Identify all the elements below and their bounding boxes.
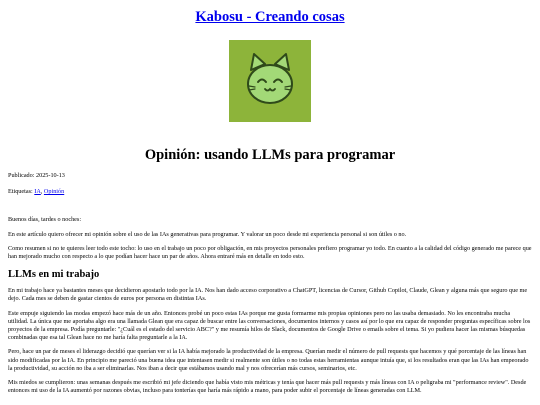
intro-paragraph: En este artículo quiero ofrecer mi opinión sobre el uso de las IAs generativas para programar. Y valorar un poco desde mi experiencia personal si son útiles o no. bbox=[8, 230, 407, 238]
post-content bbox=[8, 172, 532, 395]
tag-link-opinion[interactable]: Opinión bbox=[43, 188, 65, 196]
published-line bbox=[8, 172, 532, 180]
site-logo bbox=[229, 40, 311, 122]
published-label: Publicado: bbox=[8, 172, 35, 179]
site-title bbox=[0, 8, 540, 26]
green-cat-face-icon bbox=[229, 40, 311, 122]
section-heading: LLMs en mi trabajo bbox=[8, 269, 100, 281]
summary-paragraph: Como resumen si no te quieres leer todo este tocho: lo uso en el trabajo un poco por obligación, en mis proyectos personales prefiero programar yo todo. En cuanto a la calidad del código generado me parece que han mejorado mucho con respecto a lo que podían hacer hace un par de años. Ahora entraré más en detalle en todo esto. bbox=[8, 244, 532, 261]
body-paragraph: Mis miedos se cumplieron: unas semanas después me escribió mi jefe diciendo que había visto mis métricas y tenía que hacer más pull requests y más líneas con IA o peligraba mi "performance review". Desde entonces mi uso de la IA aumentó por razones obvias, incluso para tonterías que haría más rápido a mano, para poder subir el porcentaje de líneas generadas con LLM. bbox=[8, 379, 527, 395]
body-paragraph: Pero, hace un par de meses el liderazgo decidió que querían ver si la IA había mejorado la productividad de la empresa. Querían medir el número de pull requests que hacemos y qué porcentaje de las líneas han sido modificadas por la IA. En principio me pareció una buena idea que intentasen medir si realmente son útiles o no todas estas herramientas aunque intuía que, si los resultados eran que las IAs han empeorado la productividad, su acción no iba a ser eliminarlas. Nos iban a decir que estábamos usando mal y nos ofrecerían más cursos, seminarios, etc. bbox=[8, 348, 529, 372]
site-title-link[interactable]: Kabosu - Creando cosas bbox=[195, 9, 345, 25]
post-title: Opinión: usando LLMs para programar bbox=[144, 147, 396, 163]
tags-label: Etiquetas: bbox=[8, 188, 33, 196]
tag-link-ia[interactable]: IA bbox=[34, 188, 41, 196]
published-date: 2025-10-13 bbox=[36, 172, 65, 179]
body-paragraph: En mi trabajo hace ya bastantes meses que decidieron apostarlo todo por la IA. Nos han dado acceso corporativo a ChatGPT, licencias de Cursor, Github Copilot, Claude, Glean y alguna más que seguro que me dejo. Cada mes se deben de gastar cientos de euros por persona en distintas IAs. bbox=[8, 287, 528, 303]
greeting-paragraph: Buenos días, tardes o noches: bbox=[8, 216, 82, 224]
tags-line: Etiquetas: IA, Opinión bbox=[8, 188, 65, 196]
body-paragraph: Este empuje siguiendo las modas empezó hace más de un año. Entonces probé un poco estas IAs porque me gusta formarme mis propias opiniones pero no las usaba demasiado. No les encontraba mucha utilidad. La única que me aportaba algo era una llamada Glean que era capaz de buscar entre las conversaciones, documentos internos y casos así por lo que era capaz de responder preguntas específicas sobre los proyectos de la empresa. Podía preguntarle: "¿Cuál es el estado del servicio ABC?" y me resumía hilos de Slack, documentos de Google Drive o emails sobre el tema. Si yo pudiera hacer las mismas búsquedas combinadas que esa tal Glean hace no me haría falta preguntarle a la IA. bbox=[8, 309, 531, 342]
